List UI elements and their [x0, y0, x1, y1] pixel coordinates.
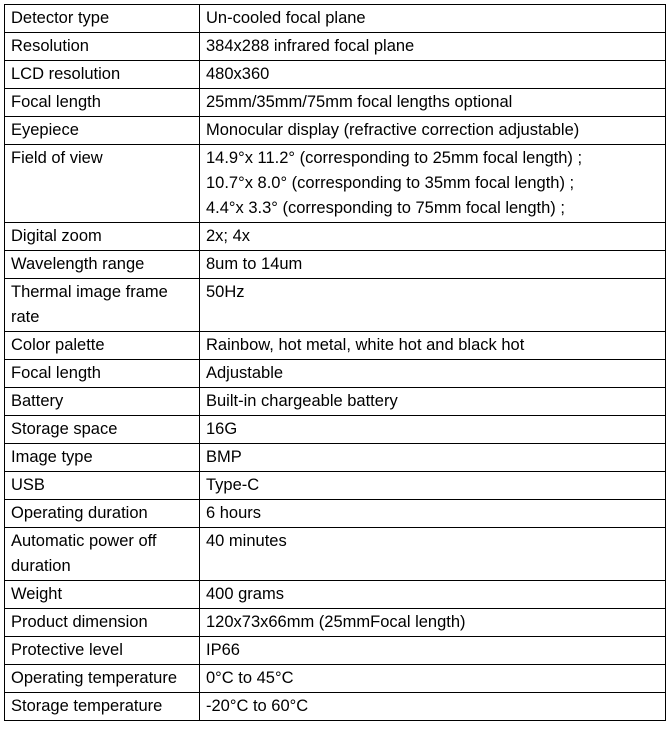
spec-value	[200, 472, 666, 500]
spec-row	[5, 693, 666, 721]
spec-row	[5, 5, 666, 33]
spec-label: Wavelength range	[5, 251, 200, 279]
spec-value-line: 400 grams	[206, 585, 284, 603]
spec-row	[5, 388, 666, 416]
spec-row	[5, 332, 666, 360]
spec-value	[200, 416, 666, 444]
spec-value	[200, 117, 666, 145]
spec-row	[5, 500, 666, 528]
spec-value-line: 8um to 14um	[206, 255, 303, 273]
spec-label: Eyepiece	[5, 117, 200, 145]
spec-value	[200, 61, 666, 89]
spec-label: Color palette	[5, 332, 200, 360]
spec-label: Thermal image frame rate	[5, 279, 200, 332]
spec-row	[5, 528, 666, 581]
spec-row	[5, 637, 666, 665]
spec-value-line: 0°C to 45°C	[206, 669, 294, 687]
spec-value-line: 40 minutes	[206, 532, 287, 550]
spec-value	[200, 693, 666, 721]
spec-value-line: 50Hz	[206, 283, 245, 301]
spec-label: Storage temperature	[5, 693, 200, 721]
spec-value	[200, 388, 666, 416]
spec-value-line: 25mm/35mm/75mm focal lengths optional	[206, 93, 513, 111]
spec-value-line: 14.9°x 11.2° (corresponding to 25mm focal length) ;	[206, 149, 583, 167]
spec-label: Weight	[5, 581, 200, 609]
spec-label: Image type	[5, 444, 200, 472]
spec-value-line: 16G	[206, 420, 238, 438]
spec-table-body	[5, 5, 666, 721]
spec-row	[5, 145, 666, 223]
spec-row	[5, 223, 666, 251]
spec-value-line: 480x360	[206, 65, 270, 83]
spec-value-line: 384x288 infrared focal plane	[206, 37, 415, 55]
spec-value-line: Un-cooled focal plane	[206, 9, 366, 27]
spec-row	[5, 33, 666, 61]
spec-value-line: Adjustable	[206, 364, 284, 382]
spec-label: Digital zoom	[5, 223, 200, 251]
spec-label: Detector type	[5, 5, 200, 33]
spec-value	[200, 5, 666, 33]
spec-row	[5, 251, 666, 279]
spec-value-line: 2x; 4x	[206, 227, 251, 245]
spec-label: Operating duration	[5, 500, 200, 528]
spec-value-line: IP66	[206, 641, 240, 659]
spec-value	[200, 528, 666, 581]
spec-table	[4, 4, 666, 721]
spec-value-line: Type-C	[206, 476, 260, 494]
spec-label: Protective level	[5, 637, 200, 665]
spec-value	[200, 279, 666, 332]
spec-label: Resolution	[5, 33, 200, 61]
spec-label: USB	[5, 472, 200, 500]
spec-value	[200, 332, 666, 360]
spec-label: Storage space	[5, 416, 200, 444]
spec-label: Automatic power off duration	[5, 528, 200, 581]
spec-value	[200, 360, 666, 388]
spec-value	[200, 145, 666, 223]
spec-value	[200, 33, 666, 61]
spec-value-line: Monocular display (refractive correction adjustable)	[206, 121, 580, 139]
spec-value	[200, 500, 666, 528]
spec-row	[5, 581, 666, 609]
spec-row	[5, 416, 666, 444]
spec-label: Focal length	[5, 360, 200, 388]
spec-row	[5, 665, 666, 693]
spec-value	[200, 665, 666, 693]
spec-value	[200, 89, 666, 117]
spec-label: Field of view	[5, 145, 200, 223]
spec-value	[200, 251, 666, 279]
spec-value-line: Rainbow, hot metal, white hot and black hot	[206, 336, 525, 354]
spec-value-line: Built-in chargeable battery	[206, 392, 398, 410]
spec-row	[5, 117, 666, 145]
spec-value-line: -20°C to 60°C	[206, 697, 309, 715]
spec-label: LCD resolution	[5, 61, 200, 89]
spec-row	[5, 472, 666, 500]
spec-row	[5, 609, 666, 637]
spec-row	[5, 444, 666, 472]
spec-value	[200, 609, 666, 637]
spec-value-line: 6 hours	[206, 504, 262, 522]
spec-row	[5, 89, 666, 117]
spec-value	[200, 637, 666, 665]
spec-row	[5, 279, 666, 332]
spec-value-line: 4.4°x 3.3° (corresponding to 75mm focal length) ;	[206, 199, 565, 217]
spec-label: Operating temperature	[5, 665, 200, 693]
spec-row	[5, 61, 666, 89]
spec-label: Battery	[5, 388, 200, 416]
spec-label: Focal length	[5, 89, 200, 117]
spec-value-line: BMP	[206, 448, 242, 466]
spec-value	[200, 581, 666, 609]
spec-label: Product dimension	[5, 609, 200, 637]
spec-value	[200, 444, 666, 472]
spec-row	[5, 360, 666, 388]
spec-value	[200, 223, 666, 251]
spec-value-line: 10.7°x 8.0° (corresponding to 35mm focal length) ;	[206, 174, 575, 192]
spec-value-line: 120x73x66mm (25mmFocal length)	[206, 613, 466, 631]
